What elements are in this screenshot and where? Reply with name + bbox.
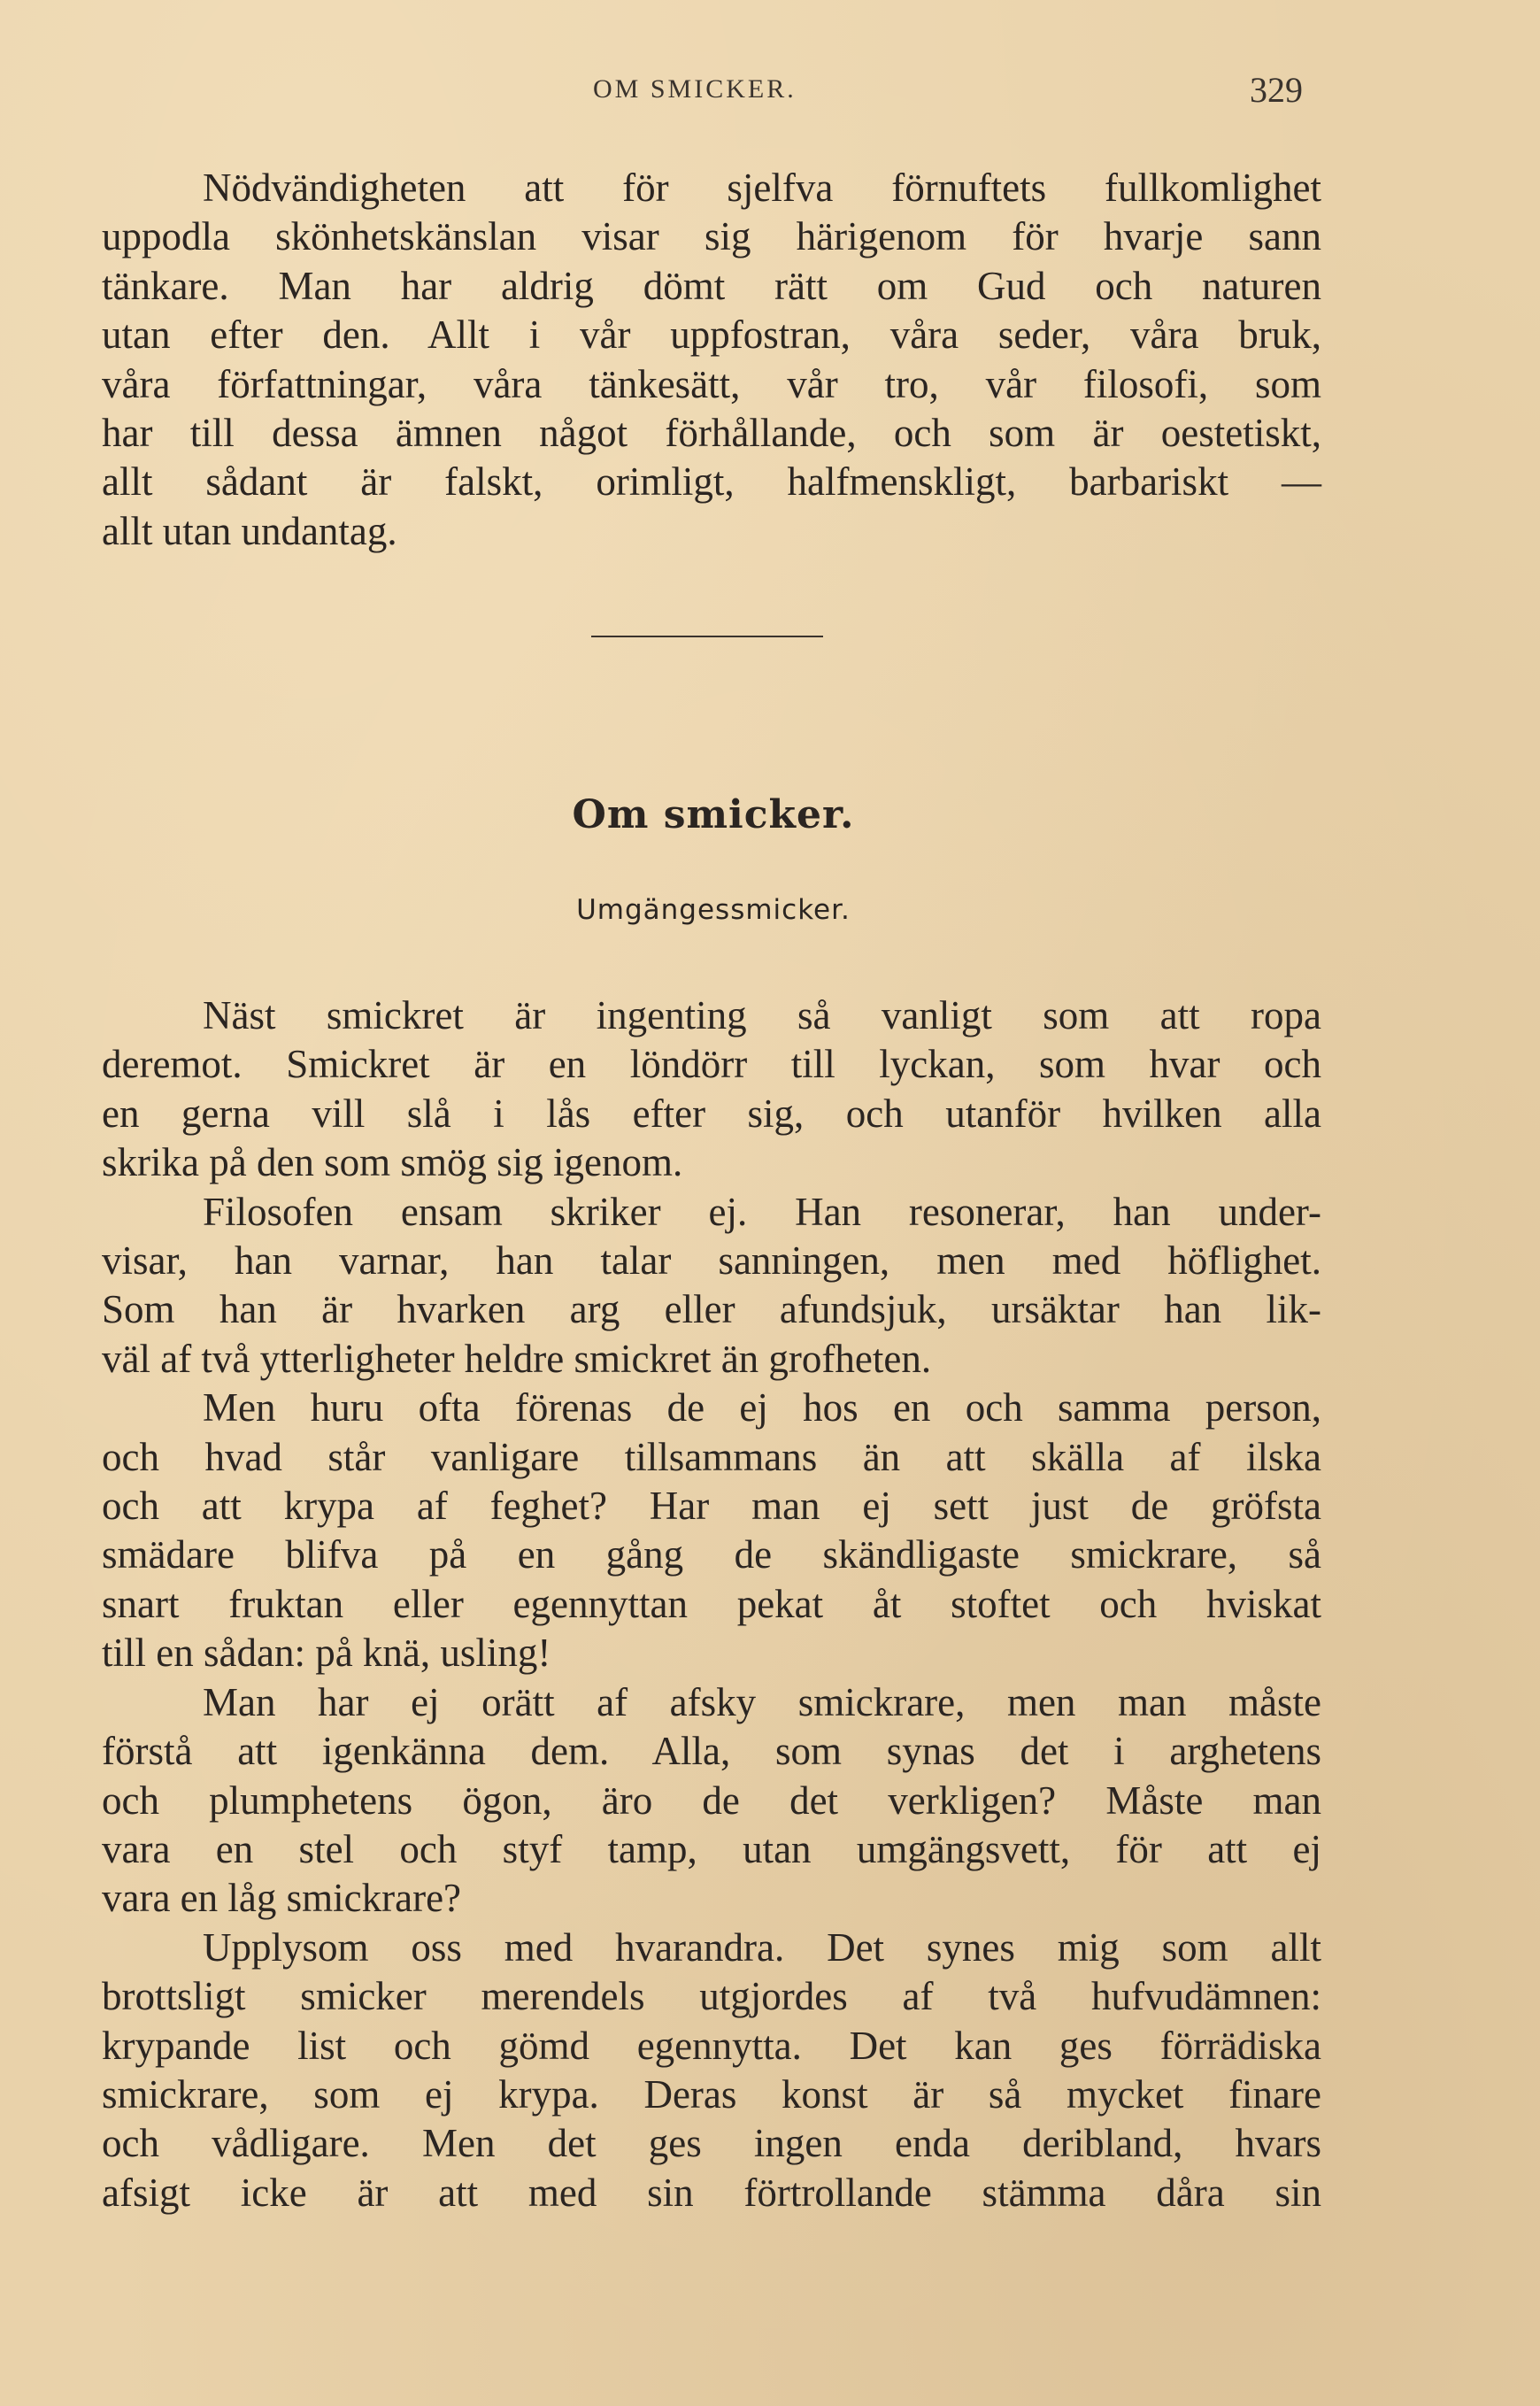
text-line: krypande list och gömd egennytta. Det kan ges förrädiska (102, 2023, 1321, 2068)
text-line: förstå att igenkänna dem. Alla, som synas det i arghetens (102, 1729, 1321, 1774)
text-line: snart fruktan eller egennyttan pekat åt stoftet och hviskat (102, 1581, 1321, 1626)
body-text (102, 991, 1321, 2217)
text-line: en gerna vill slå i lås efter sig, och utanför hvilken alla (102, 1091, 1321, 1136)
text-line: Nödvändigheten att för sjelfva förnuftets fullkomlighet (203, 166, 1321, 210)
running-title: OM SMICKER. (593, 74, 797, 104)
section-title: Om smicker. (572, 792, 855, 837)
text-line: Näst smickret är ingenting så vanligt som att ropa (203, 993, 1321, 1037)
opening-paragraph (102, 164, 1321, 556)
text-line: smickrare, som ej krypa. Deras konst är så mycket finare (102, 2071, 1321, 2117)
text-line: afsigt icke är att med sin förtrollande stämma dåra sin (102, 2170, 1321, 2215)
text-line: tänkare. Man har aldrig dömt rätt om Gud och naturen (102, 263, 1321, 308)
text-line: och att krypa af feghet? Har man ej sett just de gröfsta (102, 1484, 1321, 1529)
text-line: väl af två ytterligheter heldre smickret än grofheten. (102, 1336, 932, 1381)
text-line: Filosofen ensam skriker ej. Han resonerar, han under- (203, 1189, 1321, 1234)
text-line: Upplysom oss med hvarandra. Det synes mig som allt (203, 1924, 1321, 1970)
text-line: allt sådant är falskt, orimligt, halfmenskligt, barbariskt — (102, 459, 1321, 505)
section-divider (591, 636, 823, 637)
section-subtitle: Umgängessmicker. (576, 894, 851, 926)
text-line: Man har ej orätt af afsky smickrare, men man måste (203, 1679, 1321, 1724)
text-line: vara en låg smickrare? (102, 1876, 462, 1921)
text-line: uppodla skönhetskänslan visar sig härigenom för hvarje sann (102, 214, 1321, 259)
page-number: 329 (1250, 70, 1303, 110)
text-line: smädare blifva på en gång de skändligaste smickrare, så (102, 1532, 1321, 1577)
text-line: och vådligare. Men det ges ingen enda deribland, hvars (102, 2121, 1321, 2166)
text-line: vara en stel och styf tamp, utan umgängsvett, för att ej (102, 1826, 1321, 1871)
running-header (0, 69, 1540, 122)
text-line: utan efter den. Allt i vår uppfostran, våra seder, våra bruk, (102, 312, 1321, 358)
text-line: allt utan undantag. (102, 508, 397, 553)
text-line: och plumphetens ögon, äro de det verkligen? Måste man (102, 1778, 1321, 1823)
text-line: brottsligt smicker merendels utgjordes af två hufvudämnen: (102, 1974, 1321, 2019)
text-line: skrika på den som smög sig igenom. (102, 1140, 683, 1185)
text-line: har till dessa ämnen något förhållande, och som är oestetiskt, (102, 411, 1321, 456)
text-line: Som han är hvarken arg eller afundsjuk, ursäktar han lik- (102, 1287, 1321, 1332)
text-line: våra författningar, våra tänkesätt, vår tro, vår filosofi, som (102, 361, 1321, 406)
text-line: till en sådan: på knä, usling! (102, 1631, 551, 1676)
text-line: visar, han varnar, han talar sanningen, men med höflighet. (102, 1238, 1321, 1284)
text-line: och hvad står vanligare tillsammans än att skälla af ilska (102, 1434, 1321, 1479)
text-line: Men huru ofta förenas de ej hos en och samma person, (203, 1385, 1321, 1430)
text-line: deremot. Smickret är en löndörr till lyckan, som hvar och (102, 1042, 1321, 1087)
